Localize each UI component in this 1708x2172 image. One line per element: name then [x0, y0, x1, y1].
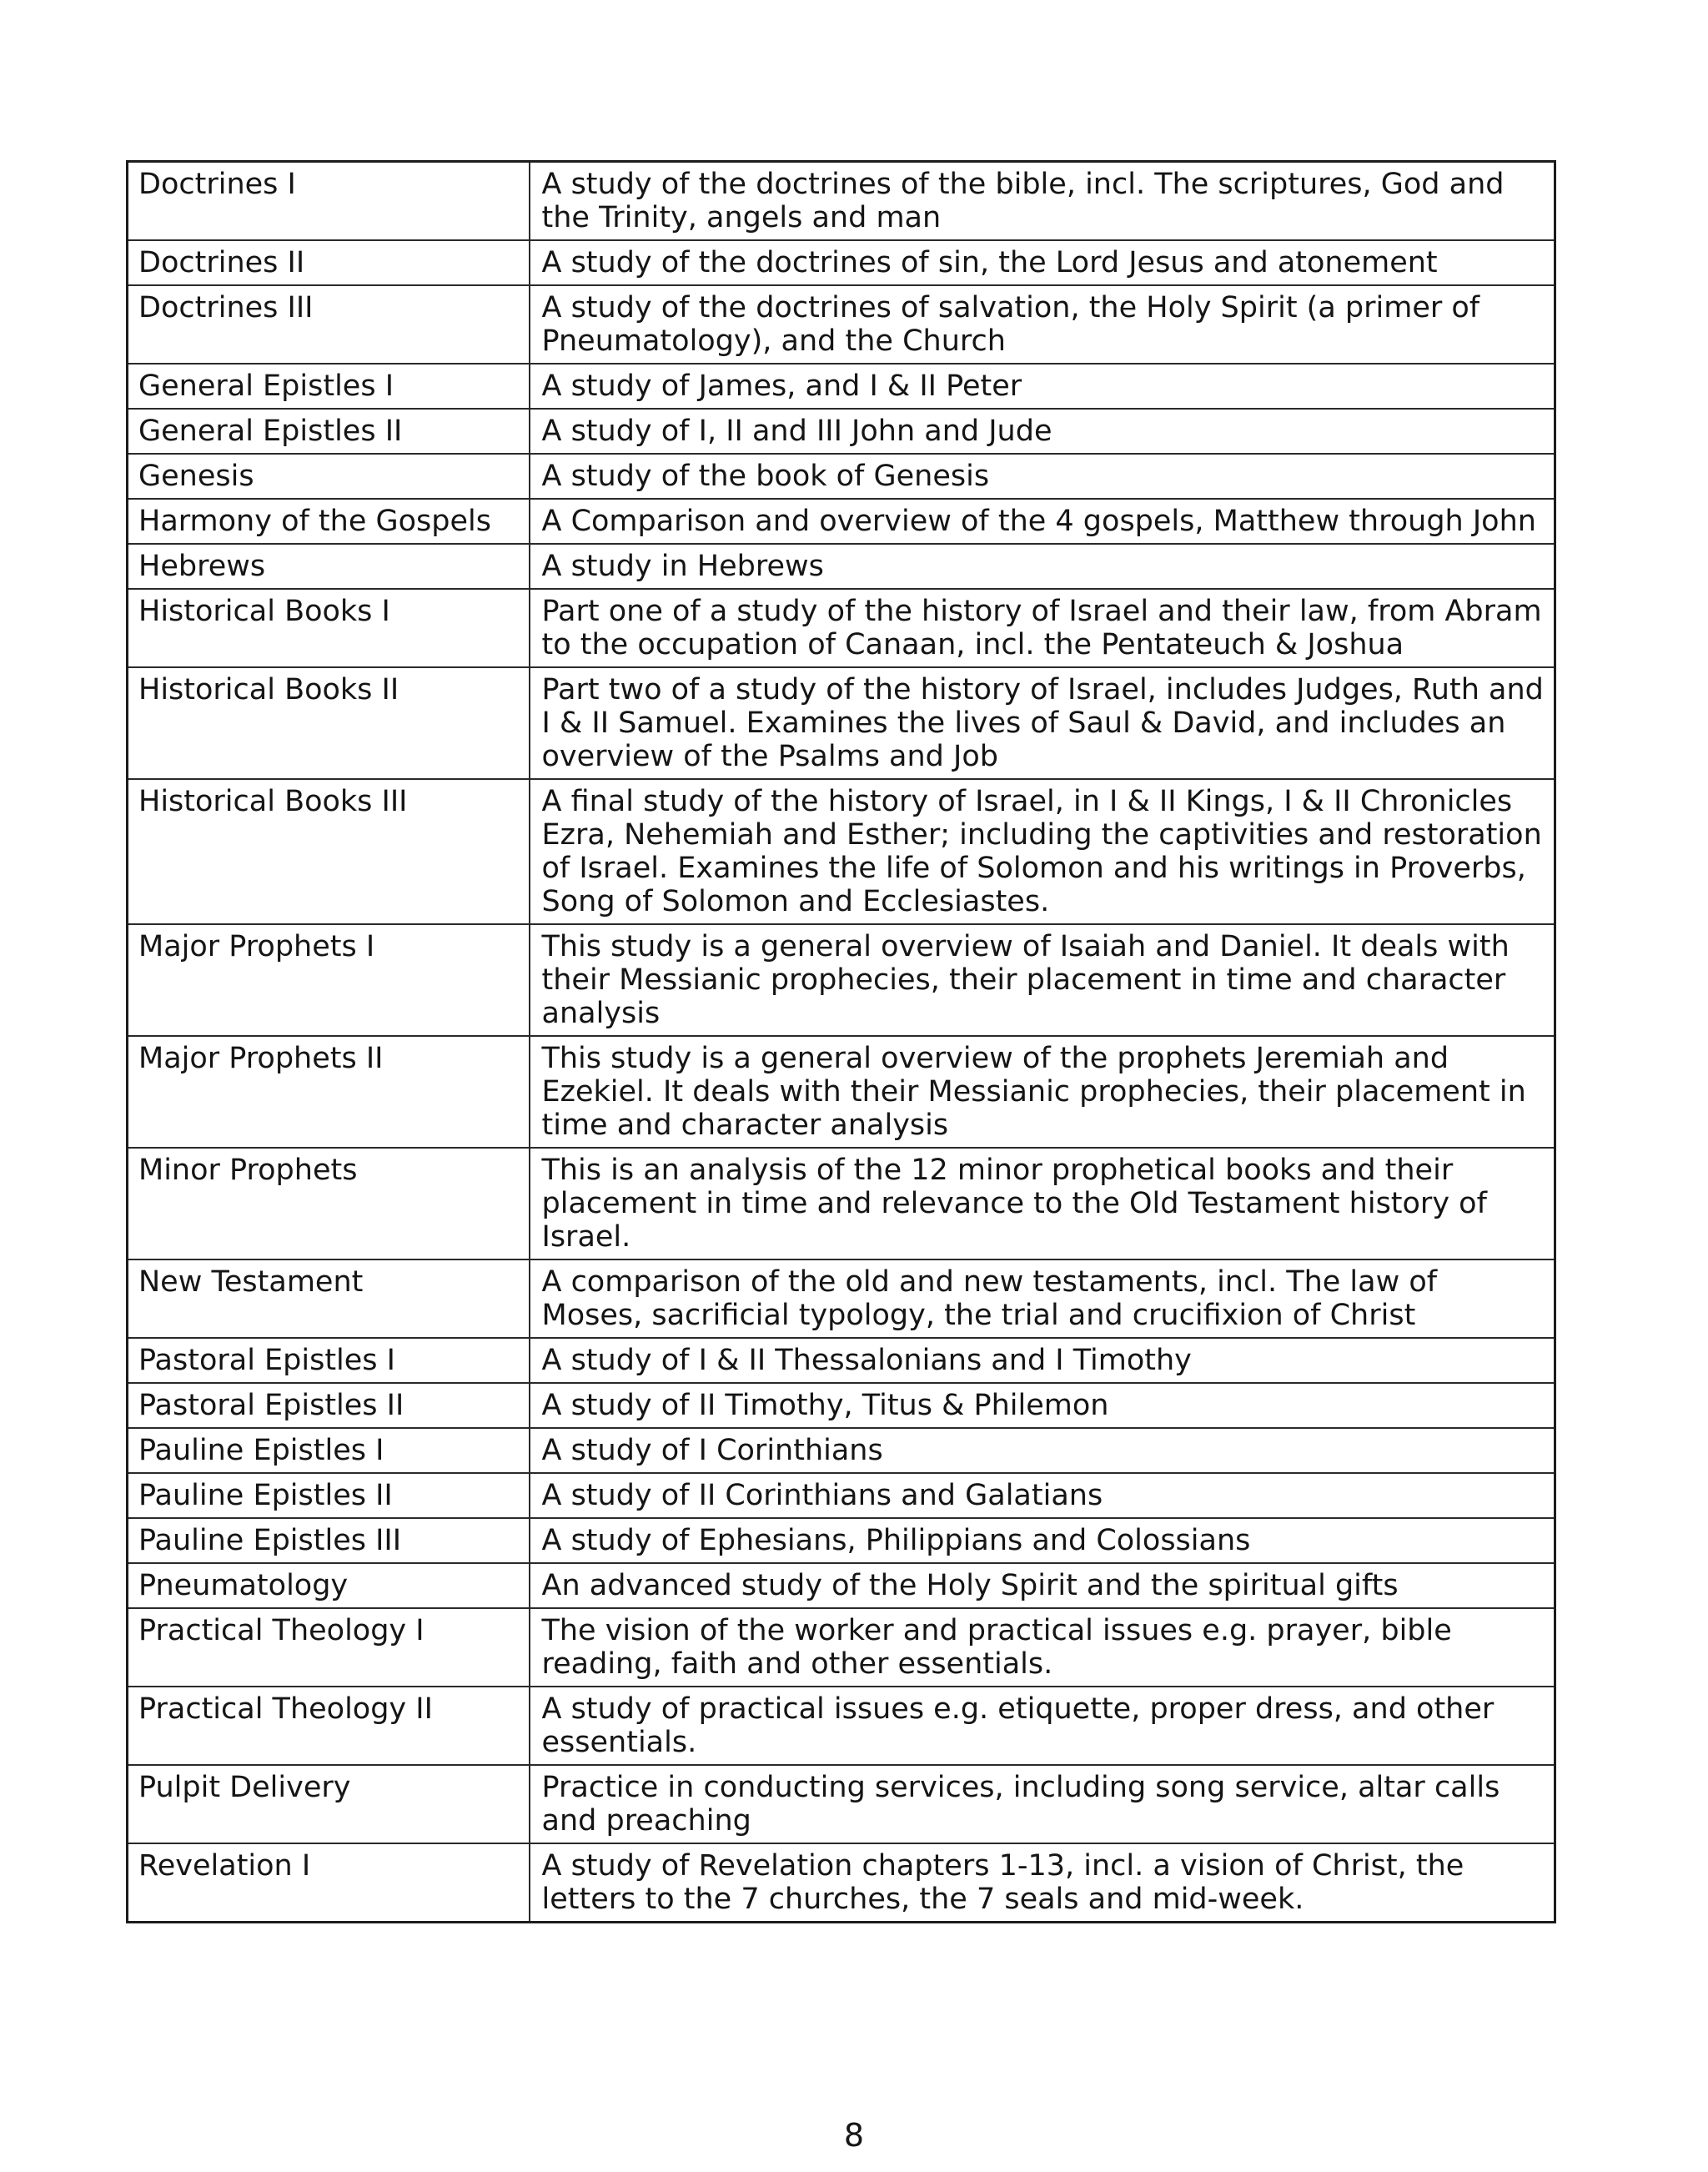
table-row: [128, 924, 1555, 1036]
course-description: This is an analysis of the 12 minor prophetical books and their placement in time and relevance to the Old Testament history of Israel.: [530, 1148, 1555, 1259]
course-name: Pauline Epistles III: [128, 1518, 530, 1563]
course-name: Pneumatology: [128, 1563, 530, 1608]
course-description: A study of practical issues e.g. etiquette, proper dress, and other essentials.: [530, 1687, 1555, 1765]
course-description: A comparison of the old and new testaments, incl. The law of Moses, sacrificial typology, the trial and crucifixion of Christ: [530, 1259, 1555, 1338]
page-number: 8: [843, 2117, 865, 2154]
course-name: Pauline Epistles I: [128, 1428, 530, 1473]
course-name: Doctrines II: [128, 240, 530, 285]
table-row: [128, 1473, 1555, 1518]
course-name: Practical Theology I: [128, 1608, 530, 1687]
course-name: Pulpit Delivery: [128, 1765, 530, 1843]
course-name: General Epistles II: [128, 409, 530, 454]
table-row: [128, 1843, 1555, 1923]
course-name: Historical Books II: [128, 667, 530, 779]
course-name: Revelation I: [128, 1843, 530, 1923]
course-description: A study of I Corinthians: [530, 1428, 1555, 1473]
course-description: Practice in conducting services, including song service, altar calls and preaching: [530, 1765, 1555, 1843]
table-row: [128, 544, 1555, 589]
course-description: A study of James, and I & II Peter: [530, 364, 1555, 409]
table-row: [128, 364, 1555, 409]
course-name: Pastoral Epistles II: [128, 1383, 530, 1428]
course-name: Genesis: [128, 454, 530, 499]
table-row: [128, 1148, 1555, 1259]
course-description: A final study of the history of Israel, in I & II Kings, I & II Chronicles Ezra, Nehemiah and Esther; including the captivities and restoration of Israel. Examines the life of Solomon and his writings in Proverbs, Song of Solomon and Ecclesiastes.: [530, 779, 1555, 924]
course-name: Pauline Epistles II: [128, 1473, 530, 1518]
course-description: This study is a general overview of the prophets Jeremiah and Ezekiel. It deals with their Messianic prophecies, their placement in time and character analysis: [530, 1036, 1555, 1148]
course-description: An advanced study of the Holy Spirit and the spiritual gifts: [530, 1563, 1555, 1608]
table-row: [128, 667, 1555, 779]
course-name: Hebrews: [128, 544, 530, 589]
course-name: Doctrines III: [128, 285, 530, 364]
table-row: [128, 589, 1555, 667]
course-description: A study of the doctrines of the bible, incl. The scriptures, God and the Trinity, angels and man: [530, 162, 1555, 241]
table-row: [128, 1687, 1555, 1765]
course-name: General Epistles I: [128, 364, 530, 409]
table-row: [128, 1036, 1555, 1148]
course-description: A study of the doctrines of salvation, the Holy Spirit (a primer of Pneumatology), and the Church: [530, 285, 1555, 364]
table-row: [128, 1383, 1555, 1428]
course-description: A study of the book of Genesis: [530, 454, 1555, 499]
table-row: [128, 454, 1555, 499]
course-description: A study of Ephesians, Philippians and Colossians: [530, 1518, 1555, 1563]
table-row: [128, 285, 1555, 364]
course-name: Harmony of the Gospels: [128, 499, 530, 544]
table-row: [128, 779, 1555, 924]
course-name: Practical Theology II: [128, 1687, 530, 1765]
course-description: A study in Hebrews: [530, 544, 1555, 589]
table-row: [128, 1259, 1555, 1338]
course-description: Part one of a study of the history of Israel and their law, from Abram to the occupation of Canaan, incl. the Pentateuch & Joshua: [530, 589, 1555, 667]
table-row: [128, 1338, 1555, 1383]
course-description: The vision of the worker and practical issues e.g. prayer, bible reading, faith and other essentials.: [530, 1608, 1555, 1687]
course-name: Doctrines I: [128, 162, 530, 241]
course-name: New Testament: [128, 1259, 530, 1338]
table-row: [128, 162, 1555, 241]
course-description: A study of the doctrines of sin, the Lord Jesus and atonement: [530, 240, 1555, 285]
course-name: Minor Prophets: [128, 1148, 530, 1259]
course-description: A study of II Corinthians and Galatians: [530, 1473, 1555, 1518]
table-row: [128, 1765, 1555, 1843]
course-table-body: [128, 162, 1555, 1923]
course-description: A Comparison and overview of the 4 gospels, Matthew through John: [530, 499, 1555, 544]
table-row: [128, 1428, 1555, 1473]
course-name: Major Prophets II: [128, 1036, 530, 1148]
course-description: A study of II Timothy, Titus & Philemon: [530, 1383, 1555, 1428]
course-table: [126, 160, 1556, 1923]
course-name: Pastoral Epistles I: [128, 1338, 530, 1383]
course-description: Part two of a study of the history of Israel, includes Judges, Ruth and I & II Samuel. Examines the lives of Saul & David, and includes an overview of the Psalms and Job: [530, 667, 1555, 779]
course-name: Major Prophets I: [128, 924, 530, 1036]
course-name: Historical Books I: [128, 589, 530, 667]
course-name: Historical Books III: [128, 779, 530, 924]
table-row: [128, 1608, 1555, 1687]
course-description: This study is a general overview of Isaiah and Daniel. It deals with their Messianic prophecies, their placement in time and character analysis: [530, 924, 1555, 1036]
table-row: [128, 1518, 1555, 1563]
table-row: [128, 1563, 1555, 1608]
course-description: A study of Revelation chapters 1-13, incl. a vision of Christ, the letters to the 7 churches, the 7 seals and mid-week.: [530, 1843, 1555, 1923]
table-row: [128, 499, 1555, 544]
course-description: A study of I, II and III John and Jude: [530, 409, 1555, 454]
table-row: [128, 409, 1555, 454]
course-description: A study of I & II Thessalonians and I Timothy: [530, 1338, 1555, 1383]
table-row: [128, 240, 1555, 285]
